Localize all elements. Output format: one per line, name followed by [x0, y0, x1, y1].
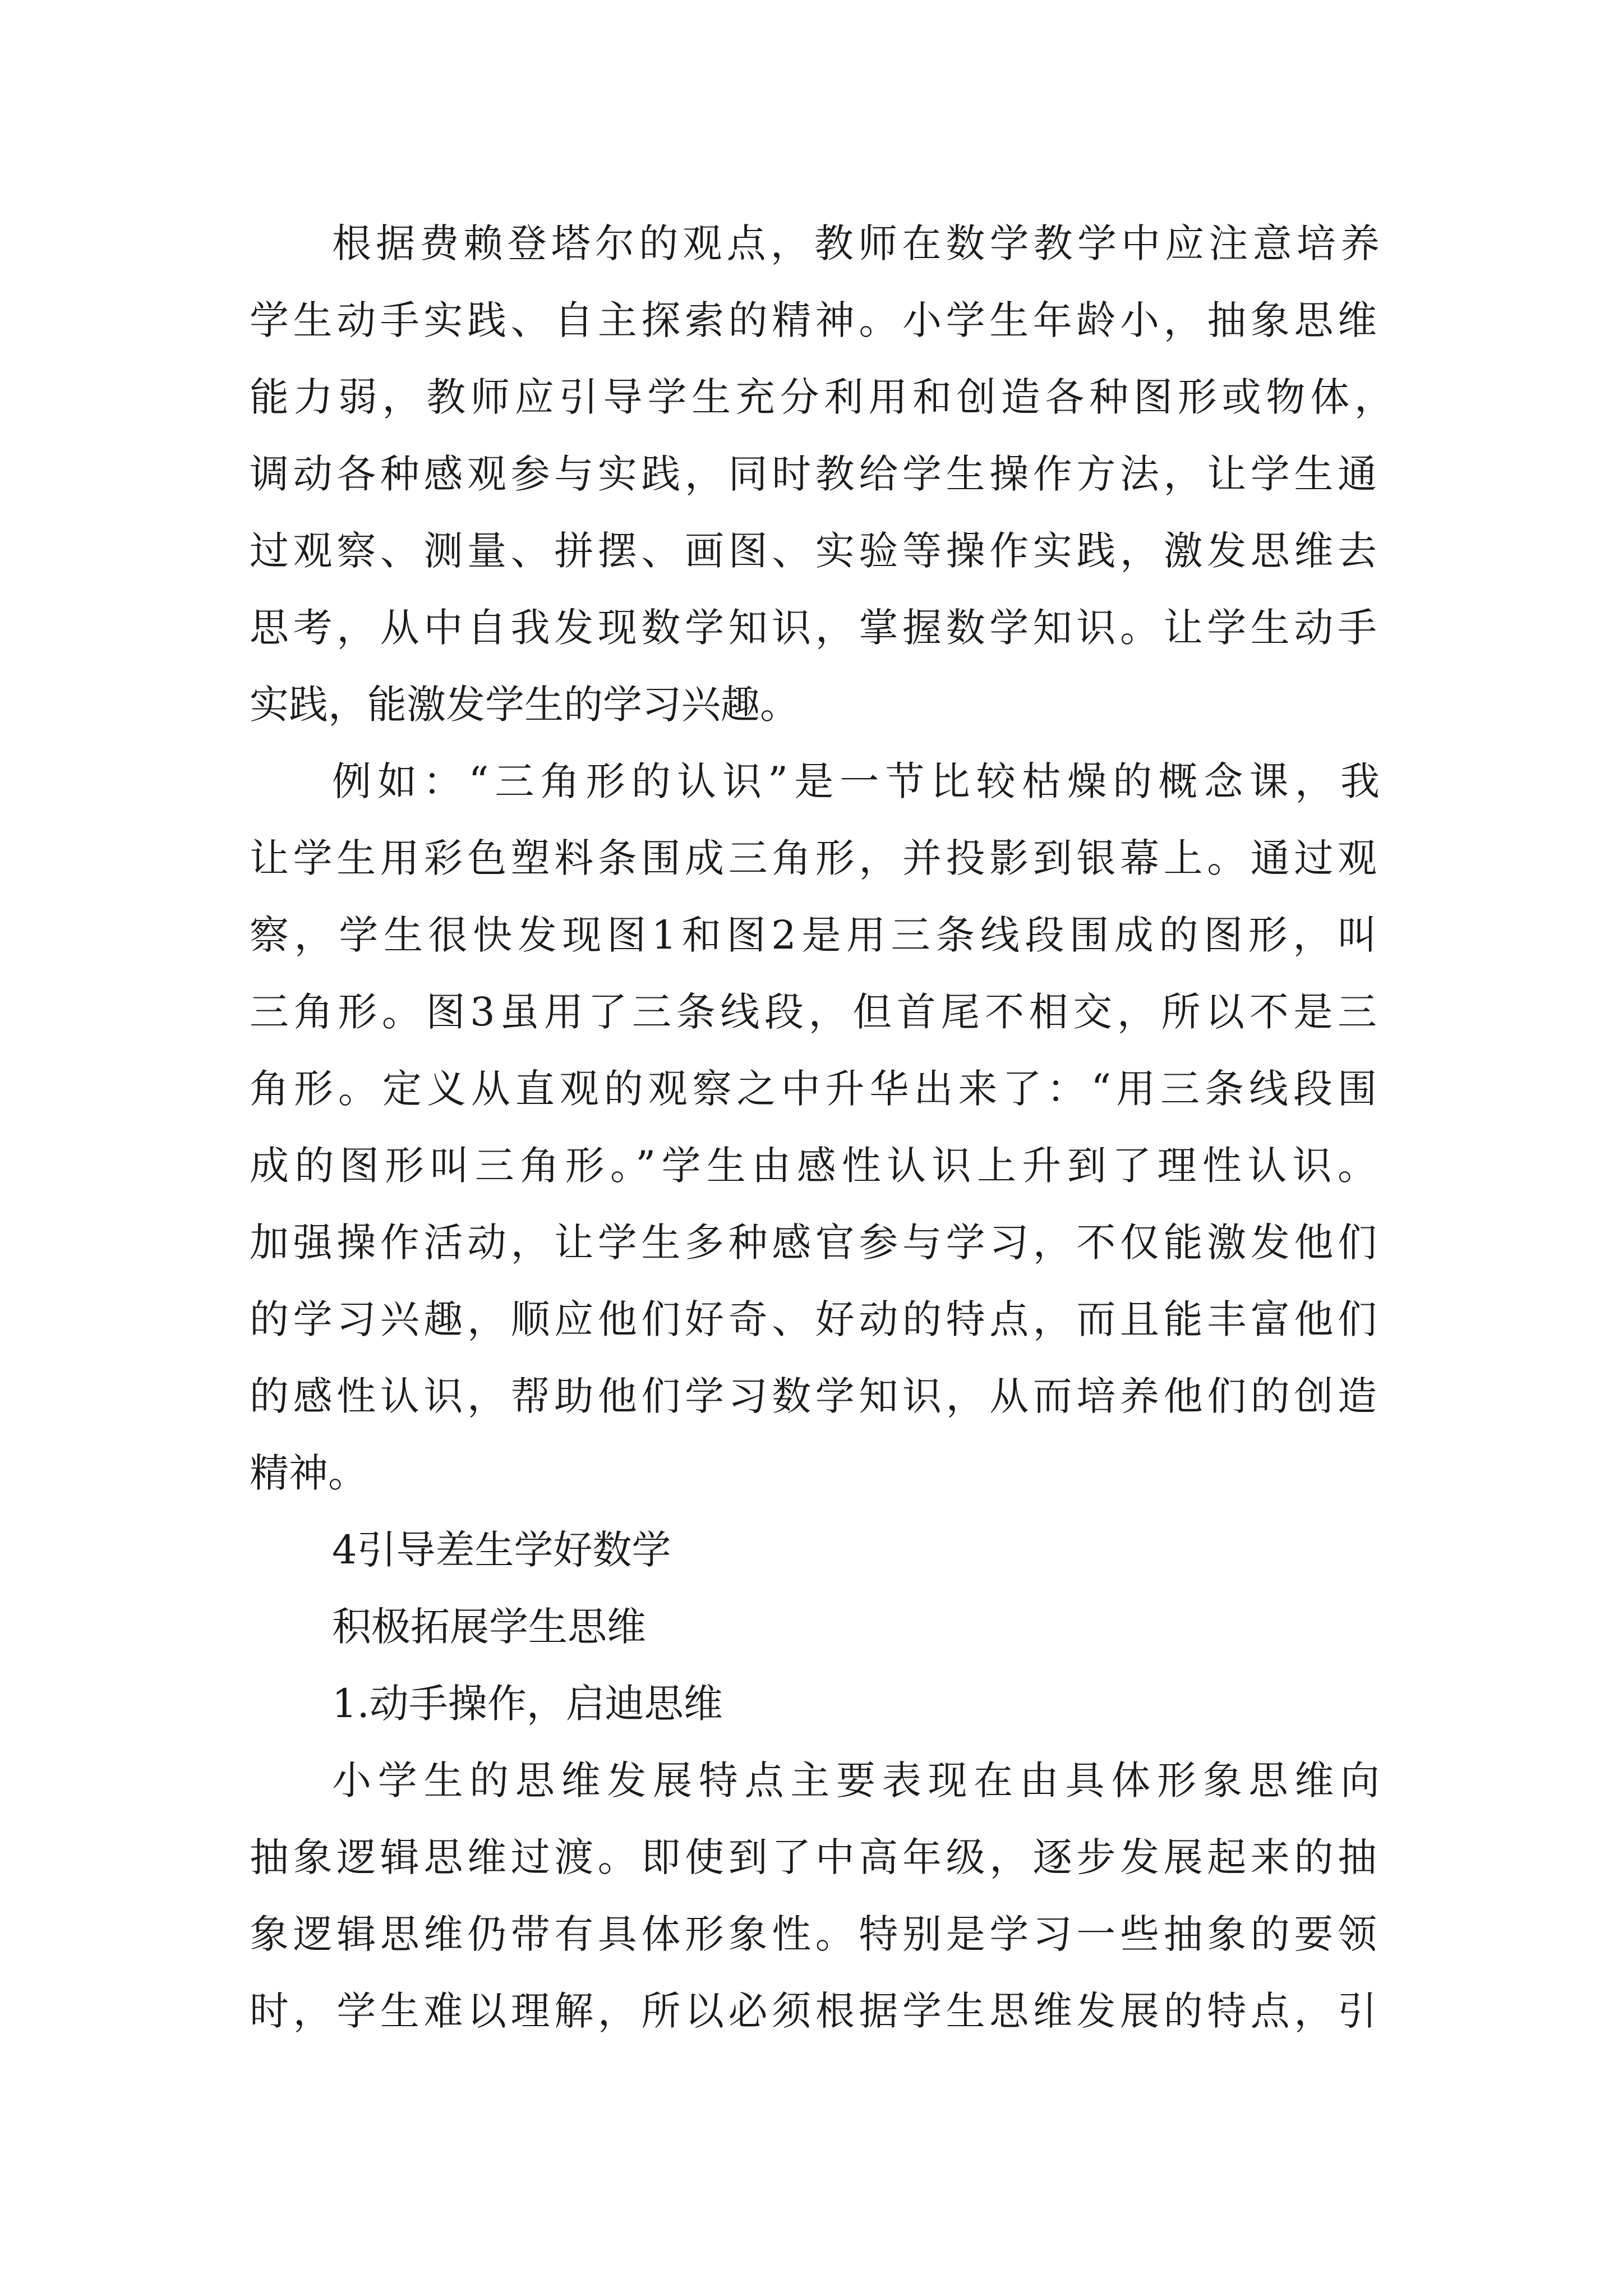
- text-line: 过观察、测量、拼摆、画图、实验等操作实践，激发思维去: [250, 528, 1377, 574]
- text-line: 的学习兴趣，顺应他们好奇、好动的特点，而且能丰富他们: [250, 1296, 1377, 1342]
- text-line: 时，学生难以理解，所以必须根据学生思维发展的特点，引: [250, 1988, 1377, 2034]
- text-line: 三角形。图3虽用了三条线段，但首尾不相交，所以不是三: [250, 989, 1377, 1035]
- text-line: 精神。: [250, 1450, 367, 1496]
- section-heading: 积极拓展学生思维: [332, 1604, 646, 1650]
- text-line: 根据费赖登塔尔的观点，教师在数学教学中应注意培养: [332, 220, 1380, 266]
- text-line: 察，学生很快发现图1和图2是用三条线段围成的图形，叫: [250, 912, 1377, 958]
- text-line: 让学生用彩色塑料条围成三角形，并投影到银幕上。通过观: [250, 835, 1377, 881]
- subsection-heading: 1.动手操作，启迪思维: [332, 1681, 723, 1727]
- text-line: 小学生的思维发展特点主要表现在由具体形象思维向: [332, 1757, 1380, 1803]
- section-heading: 4引导差生学好数学: [332, 1527, 671, 1573]
- text-line: 成的图形叫三角形。”学生由感性认识上升到了理性认识。: [250, 1143, 1377, 1189]
- text-line: 思考，从中自我发现数学知识，掌握数学知识。让学生动手: [250, 605, 1377, 651]
- text-line: 例如：“三角形的认识”是一节比较枯燥的概念课，我: [332, 758, 1380, 804]
- text-line: 角形。定义从直观的观察之中升华出来了：“用三条线段围: [250, 1066, 1377, 1112]
- text-line: 加强操作活动，让学生多种感官参与学习，不仅能激发他们: [250, 1220, 1377, 1266]
- text-line: 的感性认识，帮助他们学习数学知识，从而培养他们的创造: [250, 1373, 1377, 1419]
- text-line: 抽象逻辑思维过渡。即使到了中高年级，逐步发展起来的抽: [250, 1834, 1377, 1880]
- text-line: 象逻辑思维仍带有具体形象性。特别是学习一些抽象的要领: [250, 1911, 1377, 1957]
- text-line: 能力弱，教师应引导学生充分利用和创造各种图形或物体，: [250, 374, 1394, 420]
- text-line: 实践，能激发学生的学习兴趣。: [250, 682, 799, 728]
- text-line: 调动各种感观参与实践，同时教给学生操作方法，让学生通: [250, 451, 1377, 497]
- text-line: 学生动手实践、自主探索的精神。小学生年龄小，抽象思维: [250, 297, 1377, 343]
